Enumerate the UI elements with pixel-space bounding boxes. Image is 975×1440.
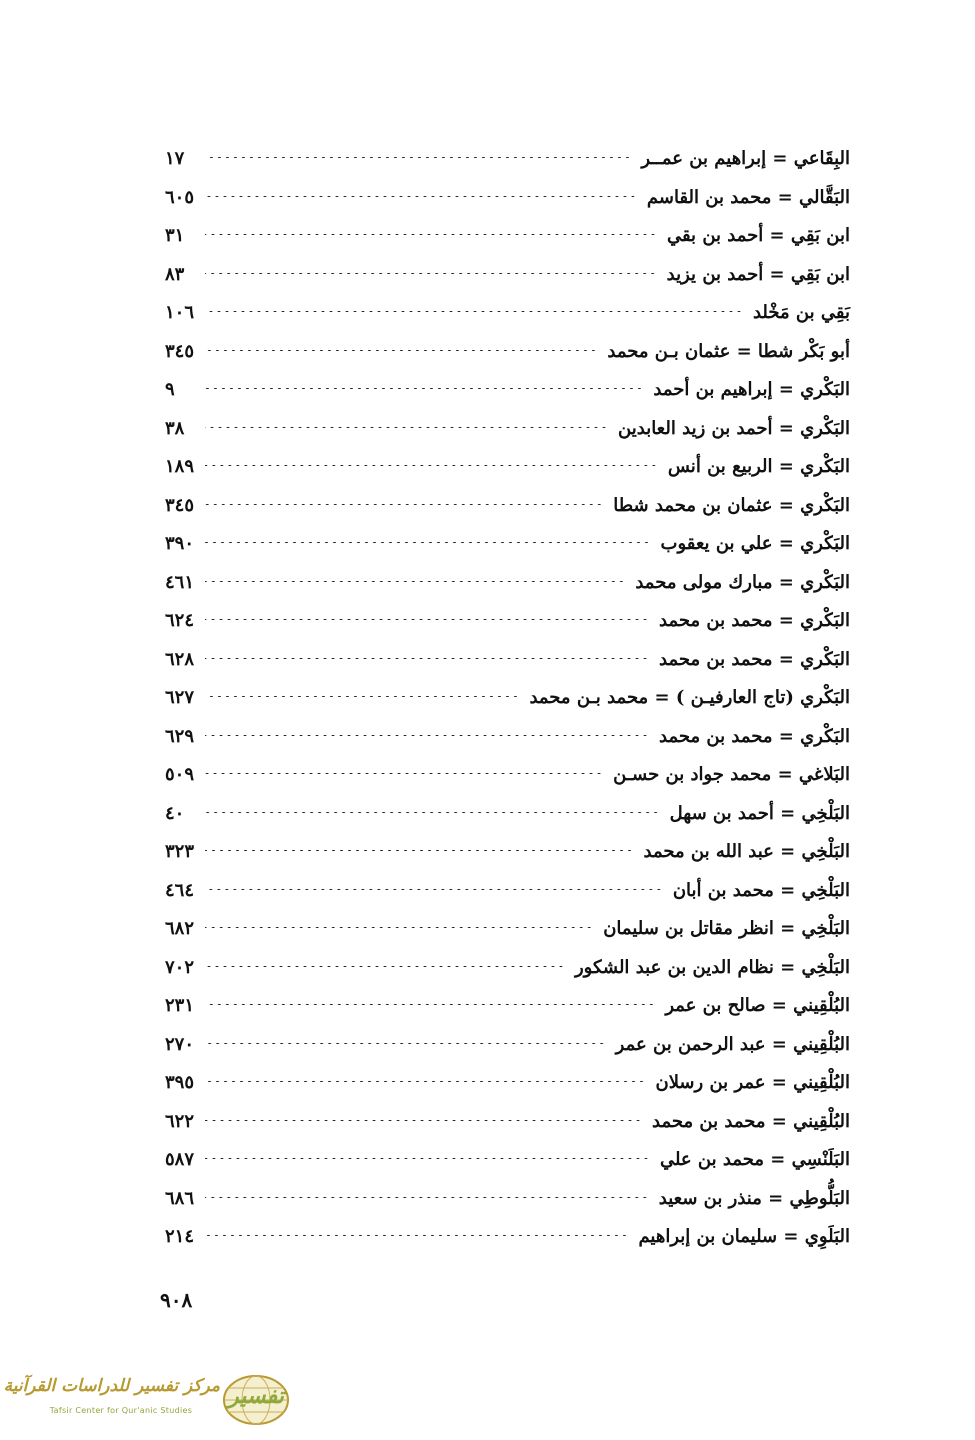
globe-emblem-icon: [220, 1374, 292, 1426]
index-entry: [165, 833, 850, 872]
page-reference: ٨٣: [165, 263, 185, 285]
page-number: ٩٠٨: [160, 1288, 193, 1312]
index-entry: [165, 140, 850, 179]
entry-name: البَكْري = محمد بن محمد: [659, 610, 850, 631]
entry-name: البَلْخِي = انظر مقاتل بن سليمان: [603, 918, 850, 939]
entry-name: البُلْقِيني = محمد بن محمد: [652, 1110, 850, 1132]
page-reference: ٤٦٤: [165, 879, 195, 901]
logo-title: مركز تفسير للدراسات القرآنية: [3, 1376, 220, 1396]
index-entry: [165, 1103, 850, 1142]
index-entry: [165, 217, 850, 256]
dot-leader: [205, 812, 660, 813]
page-reference: ٣٨: [165, 417, 185, 439]
index-list: [165, 140, 850, 1257]
page-reference: ٦٢٤: [165, 610, 195, 631]
page-reference: ٦٨٢: [165, 918, 195, 939]
entry-name: البَكْري = الربيع بن أنس: [667, 456, 850, 477]
index-entry: [165, 679, 850, 718]
entry-name: البِقَاعي = إبراهيم بن عمــر: [641, 148, 850, 169]
entry-name: البُلْقِيني = عبد الرحمن بن عمر: [615, 1033, 850, 1055]
dot-leader: [205, 1004, 655, 1005]
dot-leader: [205, 696, 519, 697]
page-reference: ٣٩٠: [165, 533, 195, 554]
page-reference: ٤٦١: [165, 571, 195, 593]
index-entry: [165, 448, 850, 487]
dot-leader: [205, 658, 649, 659]
entry-name: البَكْري = أحمد بن زيد العابدين: [618, 417, 850, 439]
page-reference: ٧٠٢: [165, 956, 195, 978]
dot-leader: [205, 966, 565, 967]
logo-word: تفسير: [228, 1384, 284, 1409]
entry-name: البَلُّوطِي = منذر بن سعيد: [658, 1187, 850, 1209]
index-entry: [165, 1218, 850, 1257]
entry-name: البَلاغي = محمد جواد بن حسـن: [613, 764, 850, 785]
page-reference: ٣١: [165, 225, 185, 246]
entry-name: بَقِي بن مَخْلد: [752, 302, 850, 323]
page-reference: ٢٣١: [165, 995, 195, 1016]
dot-leader: [205, 234, 657, 235]
dot-leader: [205, 581, 625, 582]
dot-leader: [205, 427, 608, 428]
dot-leader: [205, 157, 631, 158]
dot-leader: [205, 350, 597, 351]
entry-name: البَلْخِي = أحمد بن سهل: [669, 802, 850, 824]
index-entry: [165, 564, 850, 603]
index-entry: [165, 410, 850, 449]
page-reference: ٦٢٧: [165, 687, 195, 708]
dot-leader: [205, 273, 657, 274]
page-reference: ٣٤٥: [165, 340, 195, 362]
entry-name: البَكْري = محمد بن محمد: [659, 725, 850, 747]
entry-name: البَلَوِي = سليمان بن إبراهيم: [638, 1226, 850, 1247]
dot-leader: [205, 1081, 645, 1082]
entry-name: البَلْخِي = محمد بن أبان: [672, 879, 850, 901]
dot-leader: [205, 1197, 649, 1198]
index-entry: [165, 718, 850, 757]
index-entry: [165, 795, 850, 834]
page-reference: ٦٢٨: [165, 648, 195, 670]
entry-name: البُلْقِيني = عمر بن رسلان: [655, 1072, 850, 1093]
page-reference: ١٠٦: [165, 302, 195, 323]
page-reference: ٣٩٥: [165, 1072, 195, 1093]
dot-leader: [205, 504, 603, 505]
entry-name: أبو بَكْر شطا = عثمان بـن محمد: [607, 340, 850, 362]
index-entry: [165, 294, 850, 333]
index-entry: [165, 641, 850, 680]
entry-name: البَلْخِي = عبد الله بن محمد: [643, 841, 850, 862]
entry-name: البَكْري = عثمان بن محمد شطا: [613, 494, 850, 516]
page-reference: ٤٠: [165, 802, 185, 824]
page-reference: ٢١٤: [165, 1226, 195, 1247]
page-reference: ٦٢٢: [165, 1110, 195, 1132]
dot-leader: [205, 1235, 628, 1236]
dot-leader: [205, 1043, 606, 1044]
index-entry: [165, 1141, 850, 1180]
dot-leader: [205, 311, 743, 312]
entry-name: ابن بَقِي = أحمد بن بقي: [666, 225, 850, 246]
index-entry: [165, 179, 850, 218]
page-reference: ٣٢٣: [165, 841, 195, 862]
entry-name: البَكْري (تاج العارفيـن ) = محمد بـن محمد: [529, 687, 850, 708]
entry-name: البَقَّالي = محمد بن القاسم: [646, 186, 850, 208]
page-reference: ٢٧٠: [165, 1033, 195, 1055]
dot-leader: [205, 196, 637, 197]
page-reference: ٦٢٩: [165, 725, 195, 747]
page-reference: ٥٠٩: [165, 764, 195, 785]
dot-leader: [205, 388, 643, 389]
page-reference: ٥٨٧: [165, 1149, 195, 1170]
dot-leader: [205, 542, 651, 543]
page-reference: ٦٠٥: [165, 186, 195, 208]
logo-subtitle: Tafsir Center for Qur'anic Studies: [49, 1406, 193, 1415]
page-reference: ٦٨٦: [165, 1187, 195, 1209]
dot-leader: [205, 1120, 642, 1121]
publisher-logo: [3, 1372, 290, 1428]
page-reference: ٩: [165, 379, 175, 400]
index-entry: [165, 910, 850, 949]
index-entry: [165, 602, 850, 641]
entry-name: البَكْري = إبراهيم بن أحمد: [653, 379, 850, 400]
dot-leader: [205, 927, 593, 928]
index-entry: [165, 987, 850, 1026]
index-entry: [165, 872, 850, 911]
index-entry: [165, 1064, 850, 1103]
page-reference: ١٧: [165, 148, 185, 169]
entry-name: البَكْري = محمد بن محمد: [659, 648, 850, 670]
dot-leader: [205, 735, 649, 736]
index-entry: [165, 756, 850, 795]
dot-leader: [205, 619, 649, 620]
index-entry: [165, 525, 850, 564]
dot-leader: [205, 465, 658, 466]
entry-name: البَلْخِي = نظام الدين بن عبد الشكور: [574, 956, 850, 978]
entry-name: البُلْقِيني = صالح بن عمر: [665, 995, 850, 1016]
index-entry: [165, 949, 850, 988]
entry-name: ابن بَقِي = أحمد بن يزيد: [666, 263, 850, 285]
entry-name: البَكْري = علي بن يعقوب: [660, 533, 850, 554]
dot-leader: [205, 1158, 650, 1159]
index-entry: [165, 333, 850, 372]
page-reference: ١٨٩: [165, 456, 195, 477]
index-entry: [165, 487, 850, 526]
entry-name: البَكْري = مبارك مولى محمد: [635, 571, 850, 593]
dot-leader: [205, 889, 663, 890]
dot-leader: [205, 850, 634, 851]
index-entry: [165, 1180, 850, 1219]
dot-leader: [205, 773, 603, 774]
index-entry: [165, 256, 850, 295]
entry-name: البَلَنْسِي = محمد بن علي: [659, 1149, 850, 1170]
index-entry: [165, 1026, 850, 1065]
page-reference: ٣٤٥: [165, 494, 195, 516]
index-entry: [165, 371, 850, 410]
